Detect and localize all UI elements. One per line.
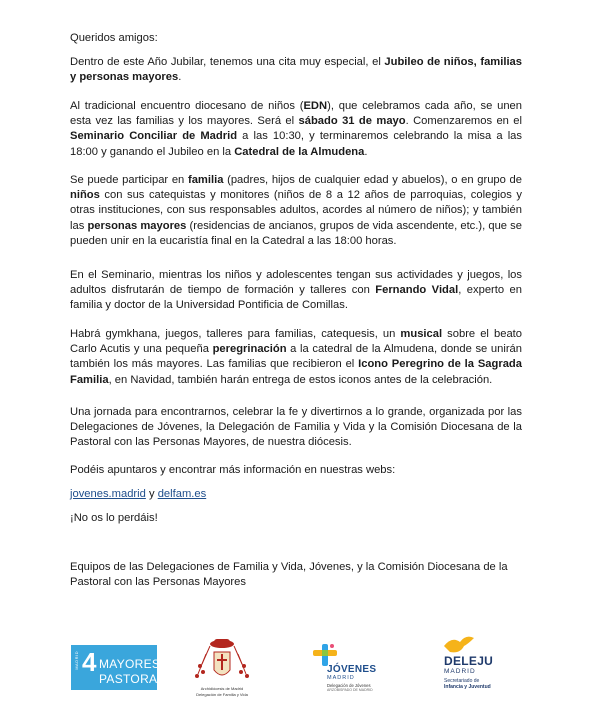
text-run: (padres, hijos de cualquier edad y abuelos), o en grupo de (223, 174, 523, 186)
signature: Equipos de las Delegaciones de Familia y Vida, Jóvenes, y la Comisión Diocesana de la Pastoral con las Personas Mayores (70, 561, 508, 589)
logo-name: JÓVENES (327, 664, 377, 675)
text-run: Se puede participar en (70, 174, 188, 186)
text-run: , experto en familia y doctor de la Universidad Pontificia de Comillas. (70, 284, 522, 312)
bold-musical: musical (400, 328, 443, 340)
mayores-pastoral-logo (71, 645, 165, 690)
cardinal-hat-icon (192, 634, 252, 686)
jovenes-madrid-logo (310, 642, 400, 692)
logo-name: DELEJU (444, 654, 494, 668)
arzobispado-logo (192, 634, 252, 702)
bold-icono: Icono Peregrino de la Sagrada Familia (70, 358, 522, 386)
yellow-dove-icon (442, 634, 476, 656)
logo-subtitle: Infancia y Juventud (444, 684, 491, 690)
text-run: sobre el beato Carlo Acutis y una pequeña (70, 328, 522, 356)
salutation: Queridos amigos: (70, 32, 158, 44)
link-jovenes-madrid[interactable]: jovenes.madrid (70, 488, 146, 500)
paragraph-program (70, 327, 522, 388)
web-links (70, 487, 522, 502)
logo-caption: Delegación de Familia y Vida (196, 692, 248, 697)
bold-edn: EDN (303, 100, 328, 112)
text-run: ), que celebramos cada año, se unen esta vez las familias y los mayores. Será el (70, 100, 522, 128)
text-run: con sus catequistas y monitores (niños de 8 a 12 años de parroquias, colegios y otras instituciones, con sus responsables adultos, acordes al número de niños); y también las (70, 189, 522, 232)
text-run: a las 10:30, y terminaremos celebrando la misa a las 18:00 y ganando el Jubileo en la (70, 130, 522, 158)
logo-subtitle: Secretariado de (444, 678, 480, 684)
paragraph-jubilee-intro (70, 55, 522, 85)
bold-cathedral: Catedral de la Almudena (234, 145, 365, 158)
closing-line: ¡No os lo perdáis! (70, 512, 158, 524)
text-run: . Comenzaremos en el (405, 115, 522, 128)
text-run: . (364, 145, 368, 158)
logos-row (70, 632, 530, 702)
text-run: y (145, 488, 158, 500)
logo-number: 4 (82, 647, 97, 677)
paragraph-seminary-activities (70, 268, 522, 314)
logo-small-text: MADRID (74, 651, 79, 670)
text-run: (residencias de ancianos, grupos de vida ascendente, etc.), que se pueden unir en la eucaristía final en la Catedral a las 18:00 horas. (70, 219, 522, 247)
logo-city: MADRID (327, 675, 355, 681)
bold-event-name: Jubileo de niños, familias y personas mayores (70, 56, 523, 84)
logo-caption: Archidiócesis de Madrid (200, 686, 244, 691)
logo-line2: PASTORAL (99, 672, 165, 686)
paragraph-event-details (70, 99, 522, 160)
bold-ninos: niños (70, 189, 100, 202)
text-run: , en Navidad, también harán entrega de estos iconos antes de la celebración. (108, 373, 493, 386)
text-run: Al tradicional encuentro diocesano de niños ( (70, 100, 304, 112)
bold-speaker: Fernando Vidal (375, 284, 459, 297)
text-run: Dentro de este Año Jubilar, tenemos una cita muy especial, el (70, 56, 385, 68)
logo-city: MADRID (444, 668, 476, 675)
logo-subtitle: ARZOBISPADO DE MADRID (327, 688, 373, 692)
deleju-logo (442, 634, 532, 702)
text-run: Habrá gymkhana, juegos, talleres para familias, catequesis, un (70, 328, 401, 340)
bold-date: sábado 31 de mayo (298, 115, 406, 128)
paragraph-participation (70, 173, 522, 249)
bold-familia: familia (187, 174, 224, 186)
paragraph-organizers: Una jornada para encontrarnos, celebrar la fe y divertirnos a lo grande, organizada por las Delegaciones de Jóvenes, la Delegación de Familia y Vida y la Comisión Diocesana de la Pastoral con las Personas Mayores, de nuestra diócesis. (70, 406, 522, 449)
bold-personas-mayores: personas mayores (87, 219, 187, 232)
link-delfam[interactable]: delfam.es (157, 488, 207, 500)
logo-subtitle: Delegación de Jóvenes (327, 683, 371, 688)
logo-line1: MAYORES (99, 657, 161, 671)
text-run: En el Seminario, mientras los niños y adolescentes tengan sus actividades y juegos, los adultos disfrutarán de tiempo de formación y talleres con (70, 269, 522, 297)
bold-peregrinacion: peregrinación (212, 343, 287, 356)
text-run: . (178, 71, 182, 84)
text-run: a la catedral de la Almudena, donde se unirán también los más mayores. Las familias que recibieron el (70, 343, 523, 371)
paragraph-signup: Podéis apuntaros y encontrar más información en nuestras webs: (70, 464, 396, 476)
bold-seminary: Seminario Conciliar de Madrid (70, 130, 238, 143)
